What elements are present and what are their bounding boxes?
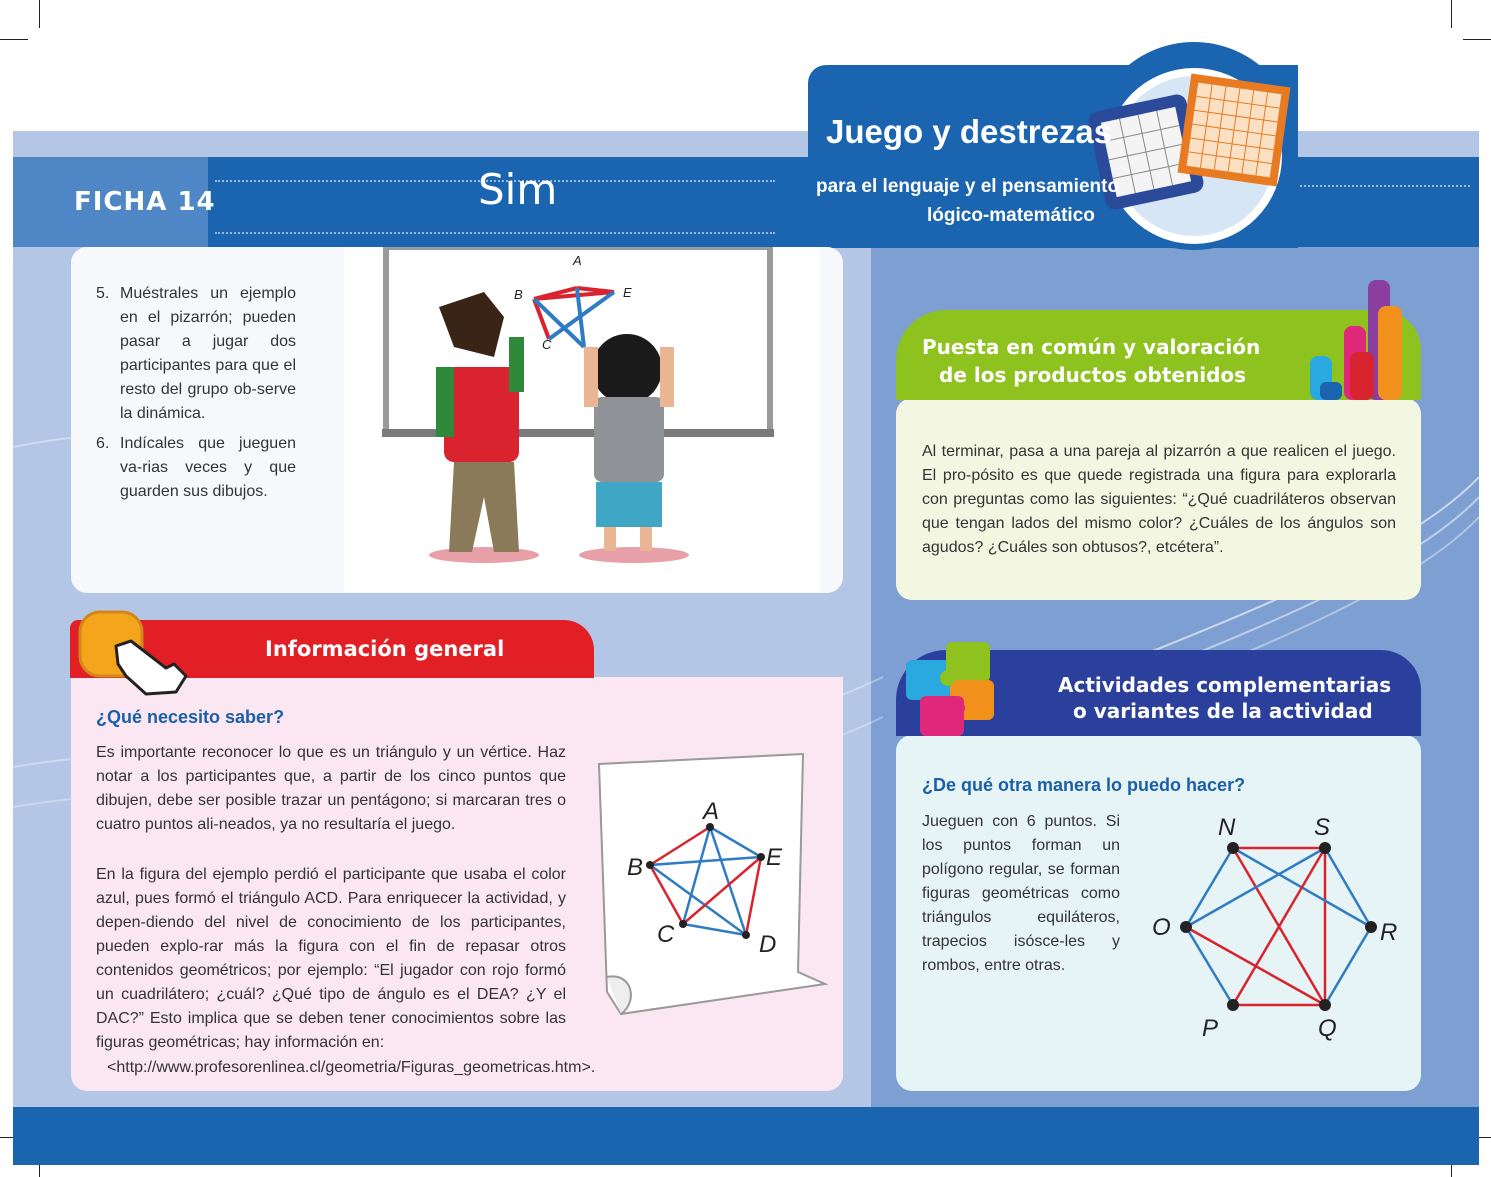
hexagon-point-label: R — [1380, 919, 1398, 946]
actividades-banner-label: o variantes de la actividad — [1073, 699, 1373, 723]
ficha-label: FICHA 14 — [74, 187, 216, 217]
crop-mark — [0, 39, 28, 40]
puzzle-pieces-icon — [898, 634, 1010, 746]
puesta-banner-label: Puesta en común y valoración — [922, 335, 1261, 359]
crop-mark — [39, 0, 40, 28]
puesta-text: Al terminar, pasa a una pareja al pizarrón a que realicen el juego. El pro-pósito es que quede registrada una figura para explorarla con preguntas como las siguientes: “¿Qué cuadriláteros observan que tengan lados del mismo color? ¿Cuáles de los ángulos son agudos? ¿Cuáles son obtusos?, etcétera”. — [922, 443, 1396, 556]
hexagon-point-label: S — [1314, 814, 1331, 841]
board-point-label: E — [623, 285, 632, 300]
step-text: Muéstrales un ejemplo en el pizarrón; pueden pasar a jugar dos participantes para que el resto del grupo ob-serve la dinámica. — [120, 285, 296, 422]
info-question: ¿Qué necesito saber? — [96, 707, 285, 727]
hexagon-point-label: P — [1202, 1015, 1219, 1042]
pentagon-point-label: D — [759, 931, 777, 958]
header-dotted-line — [1300, 185, 1470, 189]
hexagon-point-label: Q — [1318, 1015, 1337, 1042]
pentagon-point-label: C — [657, 921, 675, 948]
steps-list — [96, 282, 296, 510]
hexagon-point-label: N — [1218, 814, 1236, 841]
children-at-board-illustration — [344, 247, 820, 592]
actividades-text: Jueguen con 6 puntos. Si los puntos forman un polígono regular, se forman figuras geométricas como triángulos equiláteros, trapecios isósce-les y rombos, entre otras. — [922, 813, 1120, 974]
brand-title: Juego y destrezas — [826, 113, 1113, 150]
brand-subtitle: para el lenguaje y el pensamiento — [816, 176, 1120, 197]
hexagon-point-label: O — [1152, 914, 1171, 941]
step-number: 5. — [96, 285, 110, 302]
board-point-label: C — [542, 337, 552, 352]
crop-mark — [1463, 39, 1491, 40]
hexagon-example-figure — [1140, 800, 1410, 1050]
board-point-label: B — [514, 287, 523, 302]
bar-chart-icon — [1306, 278, 1406, 404]
footer-bar — [13, 1107, 1479, 1165]
pentagon-example-figure — [593, 752, 833, 1022]
info-banner-label: Información general — [265, 637, 505, 661]
crop-mark — [1451, 0, 1452, 28]
list-item — [96, 282, 296, 426]
step-text: Indícales que jueguen va-rias veces y que guarden sus dibujos. — [120, 435, 296, 500]
pentagon-point-label: E — [766, 844, 783, 871]
pentagon-point-label: A — [703, 798, 720, 825]
actividades-banner-label: Actividades complementarias — [1058, 673, 1392, 697]
header-dotted-line — [215, 232, 775, 236]
brand-logo — [1088, 40, 1300, 252]
page-title: Sim — [478, 165, 558, 214]
list-item — [96, 432, 296, 504]
brand-subtitle: lógico-matemático — [927, 205, 1095, 226]
info-paragraph: En la figura del ejemplo perdió el participante que usaba el color azul, pues formó el triángulo ACD. Para enriquecer la actividad, y depen-diendo del nivel de conocimiento de los participantes, pueden explo-rar más la figura con el fin de repasar otros contenidos geométricos; por ejemplo: “El jugador con rojo formó un cuadrilátero; ¿cuál? ¿Qué tipo de ángulo es el DEA? ¿Y el DAC?” Esto implica que se deben tener conocimientos sobre las figuras geométricas; hay información en: — [96, 866, 566, 1051]
board-point-label: A — [573, 253, 582, 268]
actividades-question: ¿De qué otra manera lo puedo hacer? — [922, 775, 1246, 795]
pentagon-point-label: B — [627, 854, 644, 881]
puesta-banner-label: de los productos obtenidos — [939, 363, 1247, 387]
info-link[interactable]: <http://www.profesorenlinea.cl/geometria/Figuras_geometricas.htm>. — [107, 1059, 596, 1076]
pointing-hand-icon — [76, 606, 200, 696]
step-number: 6. — [96, 435, 110, 452]
crossword-icon — [1178, 74, 1291, 187]
info-paragraph: Es importante reconocer lo que es un triángulo y un vértice. Haz notar a los participantes que, a partir de los cinco puntos que dibujen, debe ser posible trazar un pentágono; si marcaran tres o cuatro puntos ali-neados, ya no resultaría el juego. — [96, 744, 566, 833]
